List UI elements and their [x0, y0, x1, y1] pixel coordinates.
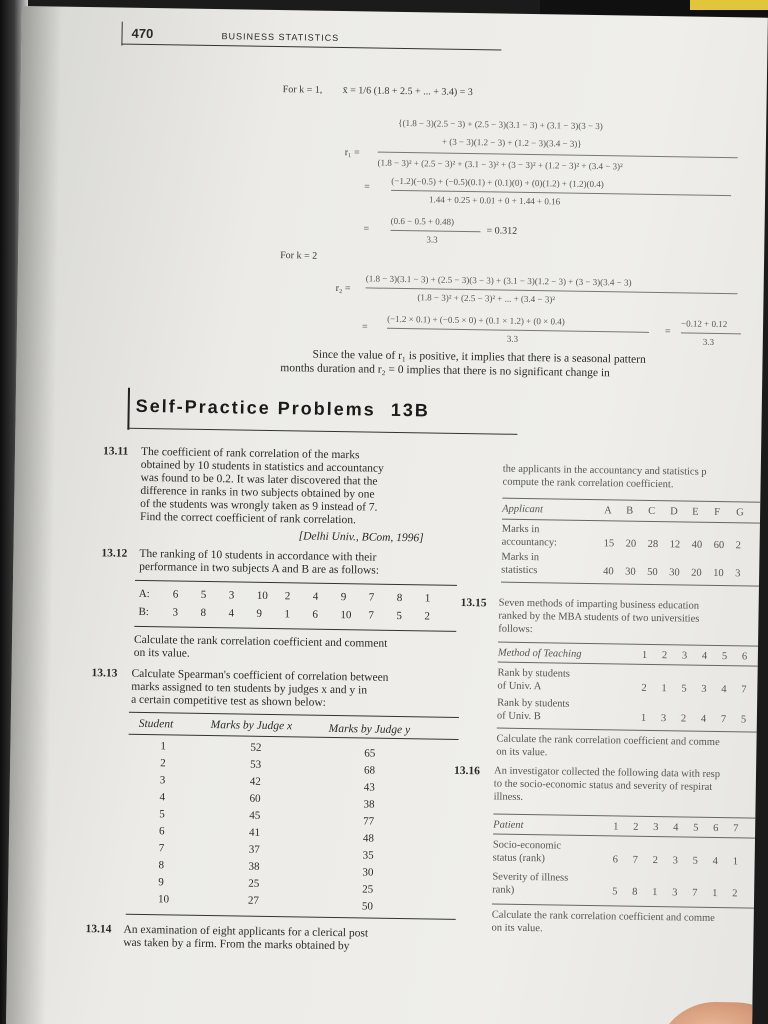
table-cell: 2: [160, 757, 166, 770]
p11-line: obtained by 10 students in statistics and accountancy: [140, 458, 384, 475]
table-header-cell: C: [648, 505, 656, 518]
table-cell: 20: [625, 538, 637, 550]
table-cell: 1: [732, 856, 738, 868]
p11-source: [Delhi Univ., BCom, 1996]: [298, 530, 424, 545]
table-cell: 7: [692, 887, 698, 899]
problem-number-13-14: 13.14: [85, 923, 112, 936]
p16-row1-label: Socio-economic: [492, 839, 562, 852]
table-header-cell: 2: [633, 821, 639, 833]
finger-holding-page: [655, 1001, 768, 1024]
table-cell: 30: [362, 866, 374, 879]
p12-after-line: Calculate the rank correlation coefficient and comment: [133, 633, 388, 650]
p14-line: An examination of eight applicants for a clerical post: [123, 923, 369, 940]
table-cell: 6: [158, 825, 165, 838]
table-cell: 45: [249, 809, 261, 822]
table-cell: 60: [249, 792, 261, 805]
table-cell: 3: [172, 606, 179, 619]
p15-table-bottom-rule: [497, 728, 759, 733]
table-cell: 2: [680, 713, 687, 725]
p13-line: marks assigned to ten students by judges x and y in: [131, 680, 368, 697]
p14-cont-line: compute the rank correlation coefficient.: [502, 476, 674, 491]
p13-table-bottom-rule: [126, 914, 456, 920]
p13-col-student: Student: [138, 717, 174, 731]
table-header-cell: 4: [673, 822, 679, 834]
r1-numerator-line1: {(1.8 − 3)(2.5 − 3) + (2.5 − 3)(3.1 − 3) + (3.1 − 3)(3 − 3): [398, 117, 603, 132]
table-header-cell: 1: [641, 649, 648, 661]
table-header-cell: 7: [733, 823, 739, 835]
book-page: [6, 6, 768, 1024]
table-cell: 38: [248, 860, 260, 873]
p15-after-line: on its value.: [496, 746, 548, 759]
p15-header-rule: [498, 662, 760, 667]
table-header-cell: 3: [653, 822, 659, 834]
table-header-cell: 5: [693, 822, 699, 834]
table-header-cell: D: [670, 506, 678, 518]
table-cell: 5: [200, 588, 207, 601]
running-title: BUSINESS STATISTICS: [221, 31, 340, 43]
table-cell: 40: [603, 566, 614, 578]
p14-row2-label: statistics: [501, 564, 538, 577]
table-cell: 1: [661, 683, 667, 695]
table-cell: 10: [256, 589, 268, 602]
p15-rowA-label: Rank by students: [497, 667, 571, 680]
p16-table-bottom-rule: [492, 903, 756, 908]
r2-step2-numerator: (−1.2 × 0.1) + (−0.5 × 0) + (0.1 × 1.2) + (0 × 0.4): [387, 313, 565, 327]
table-header-cell: 1: [613, 821, 619, 833]
table-cell: 35: [362, 849, 374, 862]
table-cell: 7: [368, 609, 375, 622]
table-cell: 9: [340, 591, 347, 604]
table-cell: 4: [700, 713, 707, 725]
r1-numerator-line2: + (3 − 3)(1.2 − 3) + (1.2 − 3)(3.4 − 3)}: [441, 136, 582, 149]
p16-line: An investigator collected the following data with resp: [493, 765, 721, 781]
p15-rowB-label: Rank by students: [497, 697, 570, 710]
p15-after-line: Calculate the rank correlation coefficient and comme: [496, 733, 720, 749]
table-cell: 2: [641, 682, 647, 694]
p16-row2-label: rank): [492, 884, 515, 896]
p14-row2-label: Marks in: [501, 551, 540, 564]
table-header-cell: A: [604, 505, 612, 517]
table-cell: 2: [652, 855, 658, 867]
table-cell: 77: [363, 815, 375, 828]
table-cell: 7: [720, 714, 727, 726]
p11-line: difference in ranks in two subjects obtained by one: [140, 484, 375, 501]
p13-table-top-rule: [129, 712, 459, 718]
table-cell: 7: [632, 854, 638, 866]
r1-fraction-bar: [378, 152, 738, 159]
section-title: Self-Practice Problems: [135, 395, 376, 420]
p14-table-bottom-rule: [501, 582, 761, 587]
table-cell: 38: [363, 798, 375, 811]
table-header-cell: G: [736, 507, 744, 519]
table-cell: 1: [160, 740, 166, 753]
section-number: 13B: [390, 399, 430, 421]
table-cell: 9: [158, 876, 164, 889]
r2-result-numerator: −0.12 + 0.12: [681, 318, 728, 330]
table-cell: 3: [701, 683, 707, 695]
p16-after-line: Calculate the rank correlation coefficient and comme: [491, 909, 715, 924]
p14-col-applicant: Applicant: [502, 503, 544, 516]
p14-row1-label: accountancy:: [501, 536, 558, 549]
p15-line: Seven methods of imparting business education: [498, 597, 700, 612]
p14-row1-label: Marks in: [501, 523, 540, 536]
p13-col-y: Marks by Judge y: [328, 722, 411, 737]
equals-sign: =: [364, 181, 370, 193]
table-cell: 3: [672, 855, 678, 867]
table-header-cell: B: [626, 505, 634, 517]
table-cell: 4: [721, 684, 727, 696]
table-cell: 30: [625, 566, 636, 578]
r2-denominator: (1.8 − 3)² + (2.5 − 3)² + ... + (3.4 − 3)²: [417, 292, 556, 305]
table-header-cell: F: [714, 506, 721, 519]
table-cell: 10: [713, 567, 724, 580]
table-cell: 1: [640, 712, 647, 724]
table-cell: 8: [396, 591, 403, 605]
r1-label: r₁ =: [344, 147, 360, 159]
table-cell: 30: [669, 567, 680, 579]
table-cell: 8: [158, 859, 165, 872]
r2-result-bar: [681, 332, 741, 334]
table-cell: 50: [647, 566, 658, 579]
r1-step2-denominator: 1.44 + 0.25 + 0.01 + 0 + 1.44 + 0.16: [428, 194, 561, 207]
table-header-cell: 6: [741, 651, 748, 663]
table-cell: 6: [612, 854, 618, 866]
p12-line: The ranking of 10 students in accordance with their: [139, 547, 377, 564]
p11-line: Find the correct coefficient of rank correlation.: [139, 510, 357, 527]
problem-number-13-16: 13.16: [453, 764, 481, 778]
table-cell: 3: [159, 774, 166, 787]
problem-number-13-12: 13.12: [101, 547, 128, 560]
table-cell: 53: [250, 758, 262, 771]
p15-table-top-rule: [498, 642, 760, 647]
p11-line: was found to be 0.2. It was later discovered that the: [140, 471, 378, 488]
p16-line: illness.: [493, 791, 524, 803]
r2-result-denominator: 3.3: [702, 336, 715, 347]
p15-rowB-label: of Univ. B: [496, 710, 541, 723]
table-cell: 50: [361, 900, 373, 913]
header-rule: [121, 44, 501, 51]
p14-header-rule: [502, 519, 762, 524]
table-cell: 8: [200, 606, 207, 619]
k1-mean-expression: x̄ = 1/6 (1.8 + 2.5 + ... + 3.4) = 3: [342, 85, 473, 99]
p16-row2-label: Severity of illness: [492, 871, 569, 884]
table-cell: 41: [248, 826, 261, 839]
p13-line: a certain competitive test as shown below:: [131, 693, 326, 709]
table-cell: 5: [692, 855, 698, 867]
equals-sign: =: [664, 326, 671, 338]
p11-line: The coefficient of rank correlation of the marks: [140, 445, 360, 462]
table-cell: 48: [362, 832, 375, 845]
table-cell: 5: [396, 609, 403, 623]
r2-step2-bar: [387, 328, 649, 333]
table-cell: 27: [247, 894, 260, 907]
r2-numerator: (1.8 − 3)(3.1 − 3) + (2.5 − 3)(3 − 3) + (3.1 − 3)(1.2 − 3) + (3 − 3)(3.4 − 3): [365, 273, 632, 288]
table-cell: 4: [228, 607, 235, 620]
p14-table-top-rule: [502, 498, 762, 503]
table-cell: 4: [159, 791, 166, 804]
table-header-cell: 3: [681, 650, 688, 662]
section-left-rule: [127, 388, 130, 430]
table-cell: 68: [363, 764, 376, 777]
table-cell: 5: [159, 808, 165, 821]
table-cell: 20: [691, 567, 702, 579]
table-cell: 5: [681, 683, 687, 695]
table-cell: 43: [363, 781, 375, 794]
table-cell: 3: [228, 589, 235, 602]
table-cell: 25: [362, 883, 374, 896]
table-cell: 7: [368, 591, 375, 604]
p15-line: ranked by the MBA students of two universities: [498, 610, 700, 625]
table-cell: 10: [340, 609, 352, 622]
table-header-cell: 5: [721, 651, 728, 663]
problem-number-13-13: 13.13: [91, 667, 118, 680]
equals-sign: =: [361, 321, 368, 333]
conclusion-line1: Since the value of r₁ is positive, it implies that there is a seasonal pattern: [312, 348, 646, 366]
r1-denominator: (1.8 − 3)² + (2.5 − 3)² + (3.1 − 3)² + (3 − 3)² + (1.2 − 3)² + (3.4 − 3)²: [377, 157, 623, 172]
p13-line: Calculate Spearman's coefficient of correlation between: [131, 667, 389, 684]
r1-step3-denominator: 3.3: [426, 234, 438, 245]
conclusion-line2: months duration and r₂ = 0 implies that there is no significant change in: [280, 362, 610, 380]
background-object: [690, 0, 768, 10]
table-cell: 40: [691, 539, 703, 551]
table-cell: 2: [735, 540, 741, 552]
problem-number-13-15: 13.15: [460, 596, 487, 610]
p12-rowB-label: B:: [138, 605, 149, 619]
table-cell: 2: [732, 888, 738, 900]
table-cell: 6: [312, 608, 319, 621]
p16-after-line: on its value.: [491, 922, 543, 935]
r1-result: = 0.312: [486, 225, 518, 237]
table-cell: 5: [612, 886, 618, 898]
k2-label: For k = 2: [280, 250, 318, 262]
r1-step3-bar: [391, 230, 481, 232]
p16-col-patient: Patient: [493, 819, 524, 831]
table-cell: 10: [157, 893, 170, 906]
p15-col-method: Method of Teaching: [497, 647, 582, 660]
section-bottom-rule: [127, 428, 517, 435]
table-cell: 12: [669, 539, 681, 551]
table-cell: 7: [741, 684, 747, 696]
table-cell: 25: [248, 877, 260, 890]
p12-table-bottom-rule: [134, 626, 456, 632]
table-cell: 15: [603, 538, 615, 550]
table-cell: 3: [735, 568, 741, 580]
table-cell: 52: [250, 741, 262, 754]
p16-table-top-rule: [493, 814, 757, 819]
r1-step3-numerator: (0.6 − 0.5 + 0.48): [390, 215, 455, 227]
table-cell: 4: [712, 855, 718, 868]
problem-number-13-11: 13.11: [102, 445, 129, 458]
table-cell: 28: [647, 538, 659, 551]
r2-step2-denominator: 3.3: [506, 333, 519, 344]
table-cell: 9: [256, 607, 263, 620]
p12-line: performance in two subjects A and B are as follows:: [139, 560, 380, 577]
table-header-cell: 4: [701, 650, 708, 662]
table-cell: 37: [248, 843, 260, 856]
table-cell: 3: [672, 887, 678, 899]
p15-rowA-label: of Univ. A: [497, 680, 542, 693]
table-cell: 42: [249, 775, 261, 788]
header-vertical-rule: [121, 22, 122, 46]
table-cell: 3: [660, 713, 667, 725]
table-cell: 1: [424, 592, 431, 605]
p16-row1-label: status (rank): [492, 852, 545, 865]
table-cell: 6: [172, 588, 179, 601]
table-header-cell: 2: [661, 650, 668, 662]
r1-step2-numerator: (−1.2)(−0.5) + (−0.5)(0.1) + (0.1)(0) + (0)(1.2) + (1.2)(0.4): [391, 175, 604, 190]
table-cell: 2: [424, 610, 431, 623]
p14-cont-line: the applicants in the accountancy and statistics p: [502, 463, 707, 478]
table-cell: 1: [712, 887, 718, 900]
table-cell: 1: [652, 887, 658, 899]
p12-rowA-label: A:: [138, 587, 150, 601]
p13-col-x: Marks by Judge x: [210, 719, 293, 733]
table-cell: 1: [284, 608, 291, 621]
r2-label: r₂ =: [335, 282, 351, 295]
p16-line: to the socio-economic status and severity of respirat: [493, 778, 713, 793]
table-header-cell: 6: [713, 822, 719, 835]
page-number: 470: [131, 25, 154, 42]
p12-table-top-rule: [135, 580, 457, 586]
p15-line: follows:: [498, 623, 533, 636]
table-cell: 2: [284, 590, 291, 603]
p11-line: of the students was wrongly taken as 9 instead of 7.: [140, 497, 378, 514]
table-cell: 4: [312, 590, 319, 603]
equals-sign: =: [363, 223, 370, 235]
table-cell: 65: [364, 747, 376, 760]
table-header-cell: E: [692, 506, 699, 518]
table-cell: 8: [632, 886, 638, 898]
table-cell: 5: [740, 714, 747, 726]
section-heading: [136, 396, 430, 422]
p14-line: was taken by a firm. From the marks obtained by: [123, 936, 350, 953]
k1-label: For k = 1,: [282, 84, 323, 96]
p12-after-line: on its value.: [133, 646, 190, 660]
table-cell: 7: [158, 842, 165, 855]
table-cell: 60: [713, 539, 725, 552]
